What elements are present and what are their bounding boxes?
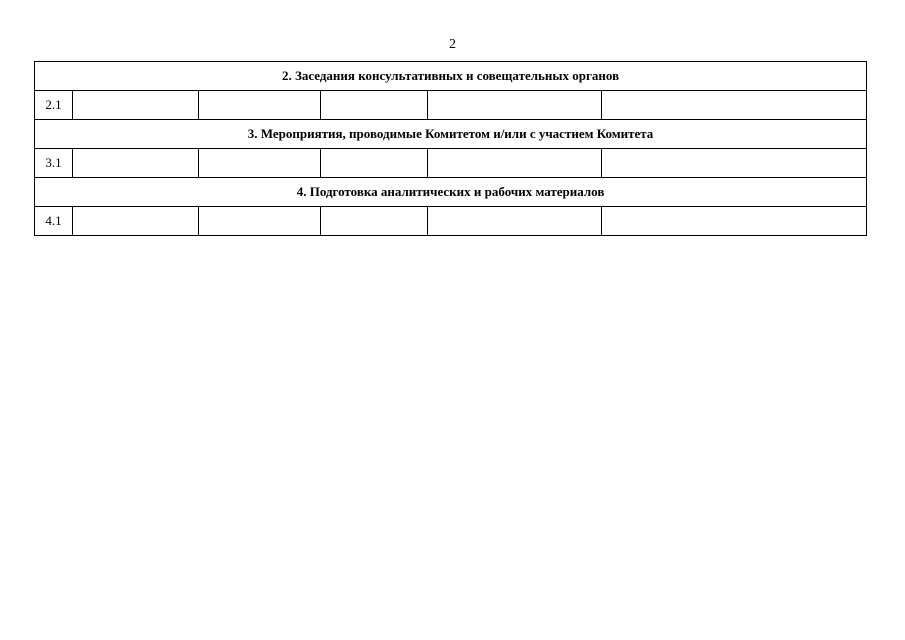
table-cell [321, 149, 428, 178]
row-number: 4.1 [35, 207, 73, 236]
section-header-row [35, 120, 867, 149]
table-cell [199, 91, 321, 120]
table-cell [602, 207, 867, 236]
table-cell [428, 207, 602, 236]
table-row [35, 91, 867, 120]
table-cell [73, 207, 199, 236]
section-header-row [35, 178, 867, 207]
table-cell [428, 91, 602, 120]
table-cell [602, 91, 867, 120]
row-number: 2.1 [35, 91, 73, 120]
section-title: 3. Мероприятия, проводимые Комитетом и/или с участием Комитета [35, 120, 867, 149]
table-cell [199, 149, 321, 178]
plan-table [34, 61, 867, 236]
table-cell [321, 91, 428, 120]
table-row [35, 207, 867, 236]
page-number: 2 [449, 37, 456, 52]
table-cell [428, 149, 602, 178]
table-cell [602, 149, 867, 178]
table-cell [73, 149, 199, 178]
section-title: 2. Заседания консультативных и совещательных органов [35, 62, 867, 91]
table-cell [321, 207, 428, 236]
row-number: 3.1 [35, 149, 73, 178]
table-cell [73, 91, 199, 120]
table-row [35, 149, 867, 178]
section-header-row [35, 62, 867, 91]
section-title: 4. Подготовка аналитических и рабочих материалов [35, 178, 867, 207]
table-cell [199, 207, 321, 236]
